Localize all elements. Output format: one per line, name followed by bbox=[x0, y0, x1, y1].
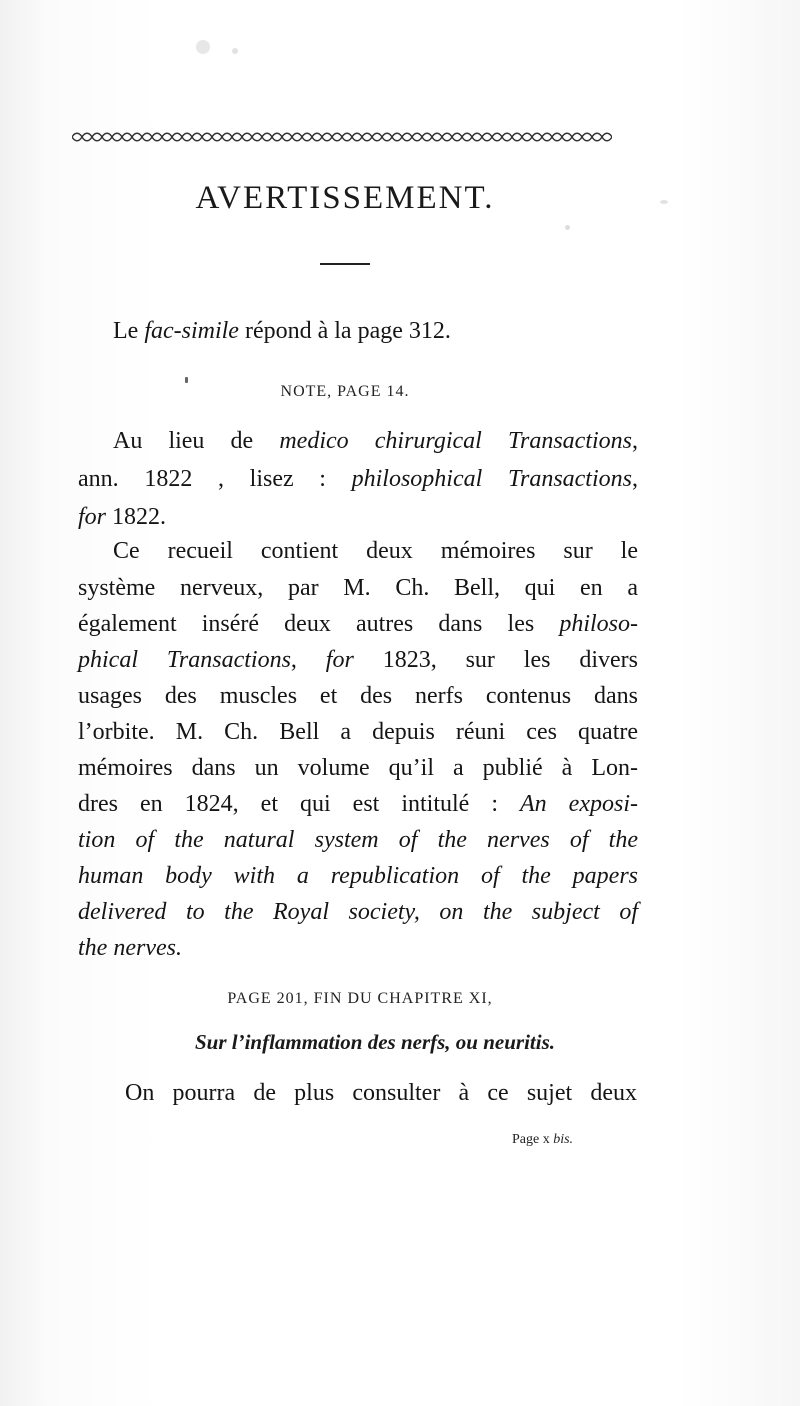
text-run-italic: philoso- bbox=[559, 611, 638, 637]
note-paragraph-1-line-2 bbox=[78, 466, 638, 493]
intro-suffix: répond à la page 312. bbox=[238, 318, 451, 344]
text-run-italic: for bbox=[325, 647, 354, 673]
text-run: 1823, sur les divers bbox=[353, 647, 638, 673]
note-paragraph-2-line-6: l’orbite. M. Ch. Bell a depuis réuni ces quatre bbox=[78, 719, 638, 745]
paper-speck bbox=[232, 48, 238, 54]
closing-line: On pourra de plus consulter à ce sujet deux bbox=[125, 1080, 637, 1106]
note-paragraph-2-line-10: human body with a republication of the papers bbox=[78, 863, 638, 889]
note-paragraph-2-line-1: Ce recueil contient deux mémoires sur le bbox=[113, 538, 638, 564]
note-paragraph-2-line-12: the nerves. bbox=[78, 935, 182, 961]
note-heading: NOTE, PAGE 14. bbox=[280, 383, 410, 400]
text-run: , bbox=[632, 428, 638, 454]
paper-speck bbox=[196, 40, 210, 54]
paper-speck bbox=[660, 200, 668, 204]
note-paragraph-2-line-7: mémoires dans un volume qu’il a publié à Lon- bbox=[78, 755, 638, 781]
intro-term: fac-simile bbox=[144, 318, 239, 344]
text-run: Au lieu de bbox=[113, 428, 280, 454]
text-run: également inséré deux autres dans les bbox=[78, 611, 560, 637]
signature-mark bbox=[512, 1132, 573, 1148]
text-run-italic: for bbox=[78, 504, 107, 530]
note-paragraph-2-line-8 bbox=[78, 791, 638, 818]
page-heading: PAGE 201, FIN DU CHAPITRE XI, bbox=[227, 990, 493, 1007]
chapter-subtitle: Sur l’inflammation des nerfs, ou neuritis. bbox=[194, 1030, 555, 1054]
text-run: ann. 1822 , lisez : bbox=[78, 466, 352, 492]
note-paragraph-1-line-1 bbox=[113, 428, 638, 455]
page-title: AVERTISSEMENT. bbox=[195, 180, 495, 216]
note-paragraph-2-line-2: système nerveux, par M. Ch. Bell, qui en a bbox=[78, 575, 638, 601]
title-divider bbox=[320, 263, 370, 265]
paper-speck bbox=[185, 377, 188, 383]
signature-prefix: Page x bbox=[512, 1132, 554, 1147]
note-paragraph-2-line-5: usages des muscles et des nerfs contenus dans bbox=[78, 683, 638, 709]
intro-prefix: Le bbox=[113, 318, 145, 344]
text-run-italic: phical Transactions bbox=[78, 647, 291, 673]
signature-suffix: bis. bbox=[553, 1132, 574, 1147]
note-paragraph-2-line-11: delivered to the Royal society, on the subject of bbox=[78, 899, 638, 925]
paper-speck bbox=[565, 225, 570, 230]
note-paragraph-2-line-4 bbox=[78, 647, 638, 674]
text-run-italic: An exposi- bbox=[520, 791, 638, 817]
text-run: dres en 1824, et qui est intitulé : bbox=[78, 791, 521, 817]
text-run-italic: philosophical Transactions bbox=[351, 466, 632, 492]
decorative-border-ornament bbox=[72, 132, 612, 142]
note-paragraph-2-line-9: tion of the natural system of the nerves of the bbox=[78, 827, 638, 853]
text-run: , bbox=[290, 647, 326, 673]
note-paragraph-1-line-3 bbox=[78, 504, 638, 531]
text-run: , bbox=[631, 466, 638, 492]
text-run-italic: medico chirurgical Transactions bbox=[279, 428, 632, 454]
text-run: 1822. bbox=[106, 504, 167, 530]
note-paragraph-2-line-3 bbox=[78, 611, 638, 638]
intro-line bbox=[113, 318, 673, 345]
